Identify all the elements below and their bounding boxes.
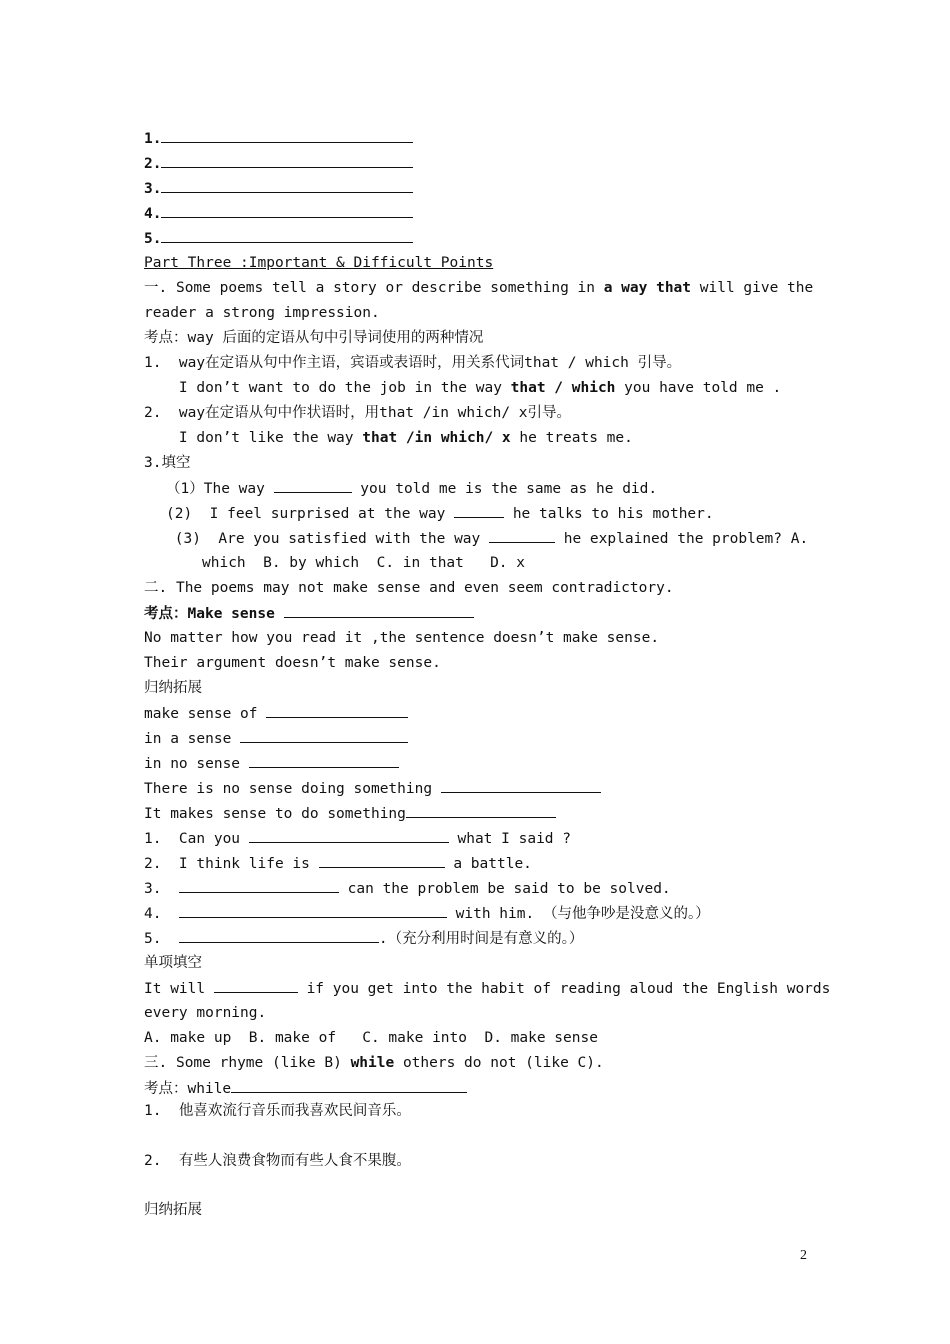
answer-line-4: 4.	[144, 203, 413, 224]
phrase-1: make sense of	[144, 703, 408, 724]
section3-translation-1: 1. 他喜欢流行音乐而我喜欢民间音乐。	[144, 1103, 411, 1119]
phrase-blank[interactable]	[240, 728, 408, 743]
phrase-4: There is no sense doing something	[144, 778, 601, 799]
translation-q5: 5. .（充分利用时间是有意义的。）	[144, 928, 583, 949]
answer-blank[interactable]	[161, 128, 413, 143]
answer-blank[interactable]	[161, 228, 413, 243]
fill-blank[interactable]	[489, 528, 555, 543]
rule-2: 2. way在定语从句中作状语时，用that /in which/ x引导。	[144, 405, 572, 421]
kaodian-blank[interactable]	[284, 603, 474, 618]
fill-blank[interactable]	[274, 478, 352, 493]
rule-1: 1. way在定语从句中作主语，宾语或表语时，用关系代词that / which 引导。	[144, 355, 682, 371]
section-heading: Part Three :Important & Difficult Points	[144, 255, 494, 271]
translation-blank[interactable]	[249, 828, 449, 843]
example-2: I don’t like the way that /in which/ x he treats me.	[144, 430, 633, 446]
answer-line-3: 3.	[144, 178, 413, 199]
single-choice-title: 单项填空	[144, 955, 202, 971]
translation-blank[interactable]	[179, 928, 379, 943]
answer-blank[interactable]	[161, 178, 413, 193]
section2-sentence: 二. The poems may not make sense and even seem contradictory.	[144, 580, 674, 596]
section3-guina: 归纳拓展	[144, 1202, 202, 1218]
fill-question-2: (2) I feel surprised at the way he talks to his mother.	[166, 503, 714, 524]
section3-translation-2: 2. 有些人浪费食物而有些人食不果腹。	[144, 1153, 411, 1169]
single-choice-options: A. make up B. make of C. make into D. make sense	[144, 1030, 598, 1046]
section1-sentence-cont: reader a strong impression.	[144, 305, 380, 321]
single-choice-blank[interactable]	[214, 978, 298, 993]
fill-question-3: (3) Are you satisfied with the way he explained the problem? A.	[166, 528, 808, 549]
answer-line-1: 1.	[144, 128, 413, 149]
section1-sentence: 一. Some poems tell a story or describe something in a way that will give the	[144, 280, 814, 296]
translation-q4: 4. with him. （与他争吵是没意义的。）	[144, 903, 710, 924]
phrase-blank[interactable]	[266, 703, 408, 718]
example-1: I don’t want to do the job in the way that / which you have told me .	[144, 380, 782, 396]
phrase-blank[interactable]	[406, 803, 556, 818]
translation-blank[interactable]	[179, 878, 339, 893]
section2-example-1: No matter how you read it ,the sentence doesn’t make sense.	[144, 630, 660, 646]
answer-line-5: 5.	[144, 228, 413, 249]
phrase-blank[interactable]	[441, 778, 601, 793]
translation-q3: 3. can the problem be said to be solved.	[144, 878, 671, 899]
single-choice-question-cont: every morning.	[144, 1005, 267, 1021]
phrase-2: in a sense	[144, 728, 408, 749]
fill-question-1: （1）The way you told me is the same as he did.	[166, 478, 657, 499]
section3-sentence: 三. Some rhyme (like B) while others do not (like C).	[144, 1055, 604, 1071]
section3-kaodian: 考点：while	[144, 1078, 467, 1099]
page-number: 2	[800, 1248, 807, 1263]
translation-q2: 2. I think life is a battle.	[144, 853, 532, 874]
fill-blank[interactable]	[454, 503, 504, 518]
translation-blank[interactable]	[319, 853, 445, 868]
answer-blank[interactable]	[161, 153, 413, 168]
section2-guina: 归纳拓展	[144, 680, 202, 696]
section2-example-2: Their argument doesn’t make sense.	[144, 655, 441, 671]
translation-q1: 1. Can you what I said ?	[144, 828, 571, 849]
answer-blank[interactable]	[161, 203, 413, 218]
translation-blank[interactable]	[179, 903, 447, 918]
single-choice-question: It will if you get into the habit of reading aloud the English words	[144, 978, 830, 999]
fill-question-3-options: which B. by which C. in that D. x	[202, 555, 526, 571]
phrase-blank[interactable]	[249, 753, 399, 768]
fill-title: 3.填空	[144, 455, 191, 471]
answer-line-2: 2.	[144, 153, 413, 174]
phrase-5: It makes sense to do something	[144, 803, 556, 824]
phrase-3: in no sense	[144, 753, 399, 774]
section1-kaodian: 考点：way 后面的定语从句中引导词使用的两种情况	[144, 330, 484, 346]
section2-kaodian: 考点：Make sense	[144, 603, 474, 624]
kaodian-blank[interactable]	[231, 1078, 467, 1093]
